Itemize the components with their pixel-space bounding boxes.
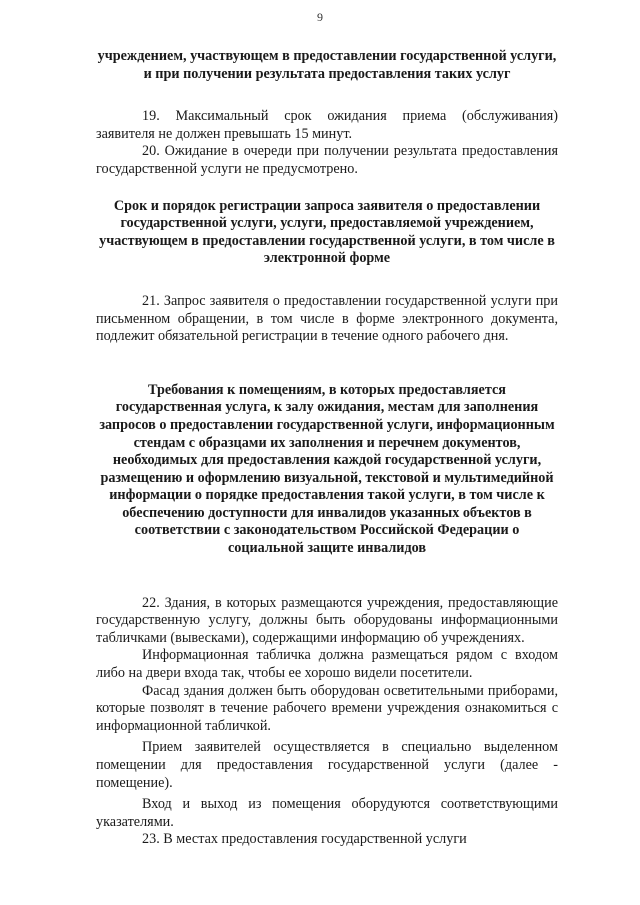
section-heading-continued: учреждением, участвующем в предоставлении государственной услуги, и при получении результата предоставления таких услуг: [97, 48, 557, 82]
paragraph-22: 22. Здания, в которых размещаются учреждения, предоставляющие государственную услугу, должны быть оборудованы информационными табличками (вывесками), содержащими информацию об учреждениях.: [96, 594, 558, 646]
paragraph-22-facade: Фасад здания должен быть оборудован осветительными приборами, которые позволят в течение рабочего времени учреждения ознакомиться с информационной табличкой.: [96, 682, 558, 734]
section-heading-premises: Требования к помещениям, в которых предоставляется государственная услуга, к залу ожидания, местам для заполнения запросов о предоставлении государственной услуги, информационным стендам с образцами их заполнения и перечнем документов, необходимых для предоставления каждой государственной услуги, размещению и оформлению визуальной, текстовой и мультимедийной информации о порядке предоставления такой услуги, в том числе к обеспечению доступности для инвалидов указанных объектов в соответствии с законодательством Российской Федерации о социальной защите инвалидов: [99, 381, 555, 557]
paragraph-21: 21. Запрос заявителя о предоставлении государственной услуги при письменном обращении, в том числе в форме электронного документа, подлежит обязательной регистрации в течение одного рабочего дня.: [96, 292, 558, 345]
paragraph-23: 23. В местах предоставления государственной услуги: [142, 831, 467, 848]
paragraph-22-entrance: Вход и выход из помещения оборудуются соответствующими указателями.: [96, 796, 558, 830]
page-number: 9: [317, 10, 323, 24]
section-heading-registration: Срок и порядок регистрации запроса заявителя о предоставлении государственной услуги, услуги, предоставляемой учреждением, участвующем в предоставлении государственной услуги, в том числе в электронной форме: [99, 197, 555, 267]
paragraph-19: 19. Максимальный срок ожидания приема (обслуживания) заявителя не должен превышать 15 минут.: [96, 108, 558, 142]
document-body: [96, 48, 558, 849]
paragraph-20: 20. Ожидание в очереди при получении результата предоставления государственной услуги не предусмотрено.: [96, 143, 558, 177]
paragraph-22-sign: Информационная табличка должна размещаться рядом с входом либо на двери входа так, чтобы ее хорошо видели посетители.: [96, 647, 558, 682]
paragraph-22-reception: Прием заявителей осуществляется в специально выделенном помещении для предоставления государственной услуги (далее - помещение).: [96, 739, 558, 791]
